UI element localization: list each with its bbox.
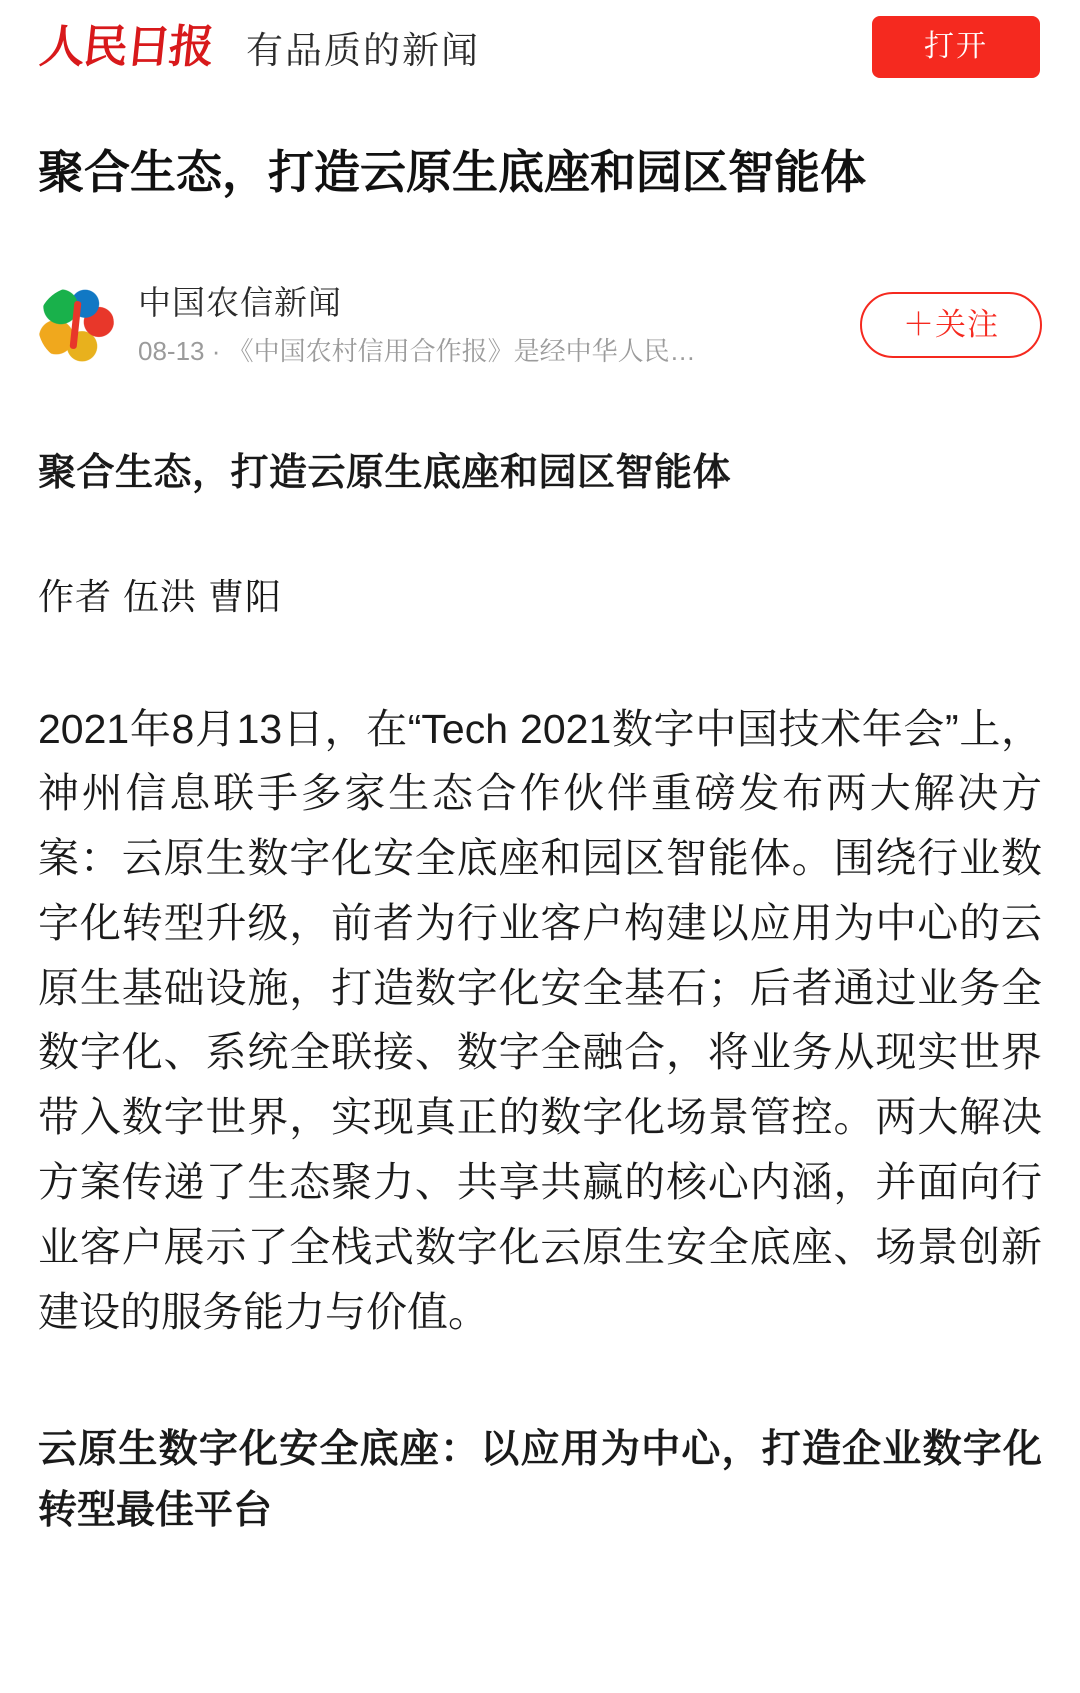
article-subheading: 云原生数字化安全底座：以应用为中心，打造企业数字化转型最佳平台 [38, 1428, 1042, 1532]
article-title: 聚合生态，打造云原生底座和园区智能体 [38, 452, 732, 495]
article-body [0, 447, 1080, 1541]
source-subtitle: 08-13 · 《中国农村信用合作报》是经中华人民… [138, 335, 696, 366]
source-avatar-icon[interactable] [38, 287, 114, 363]
source-name[interactable]: 中国农信新闻 [138, 284, 342, 322]
peoples-daily-logo[interactable]: 人民日报 [37, 21, 215, 72]
article-author: 作者 伍洪 曹阳 [38, 576, 283, 618]
open-app-button[interactable]: 打开 [872, 16, 1040, 78]
source-row [0, 233, 1080, 369]
brand-slogan: 有品质的新闻 [246, 30, 481, 71]
article-paragraph: 2021年8月13日，在“Tech 2021数字中国技术年会”上，神州信息联手多家生态合作伙伴重磅发布两大解决方案：云原生数字化安全底座和园区智能体。围绕行业数字化转型升级，前者为行业客户构建以应用为中心的云原生基础设施，打造数字化安全基石；后者通过业务全数字化、系统全联接、数字全融合，将业务从现实世界带入数字世界，实现真正的数字化场景管控。两大解决方案传递了生态聚力、共享共赢的核心内涵，并面向行业客户展示了全栈式数字化云原生安全底座、场景创新建设的服务能力与价值。 [38, 705, 1042, 1335]
source-meta [138, 281, 860, 369]
follow-button[interactable]: ＋关注 [860, 292, 1042, 358]
page-title: 聚合生态，打造云原生底座和园区智能体 [38, 145, 866, 198]
top-bar [0, 0, 1080, 86]
